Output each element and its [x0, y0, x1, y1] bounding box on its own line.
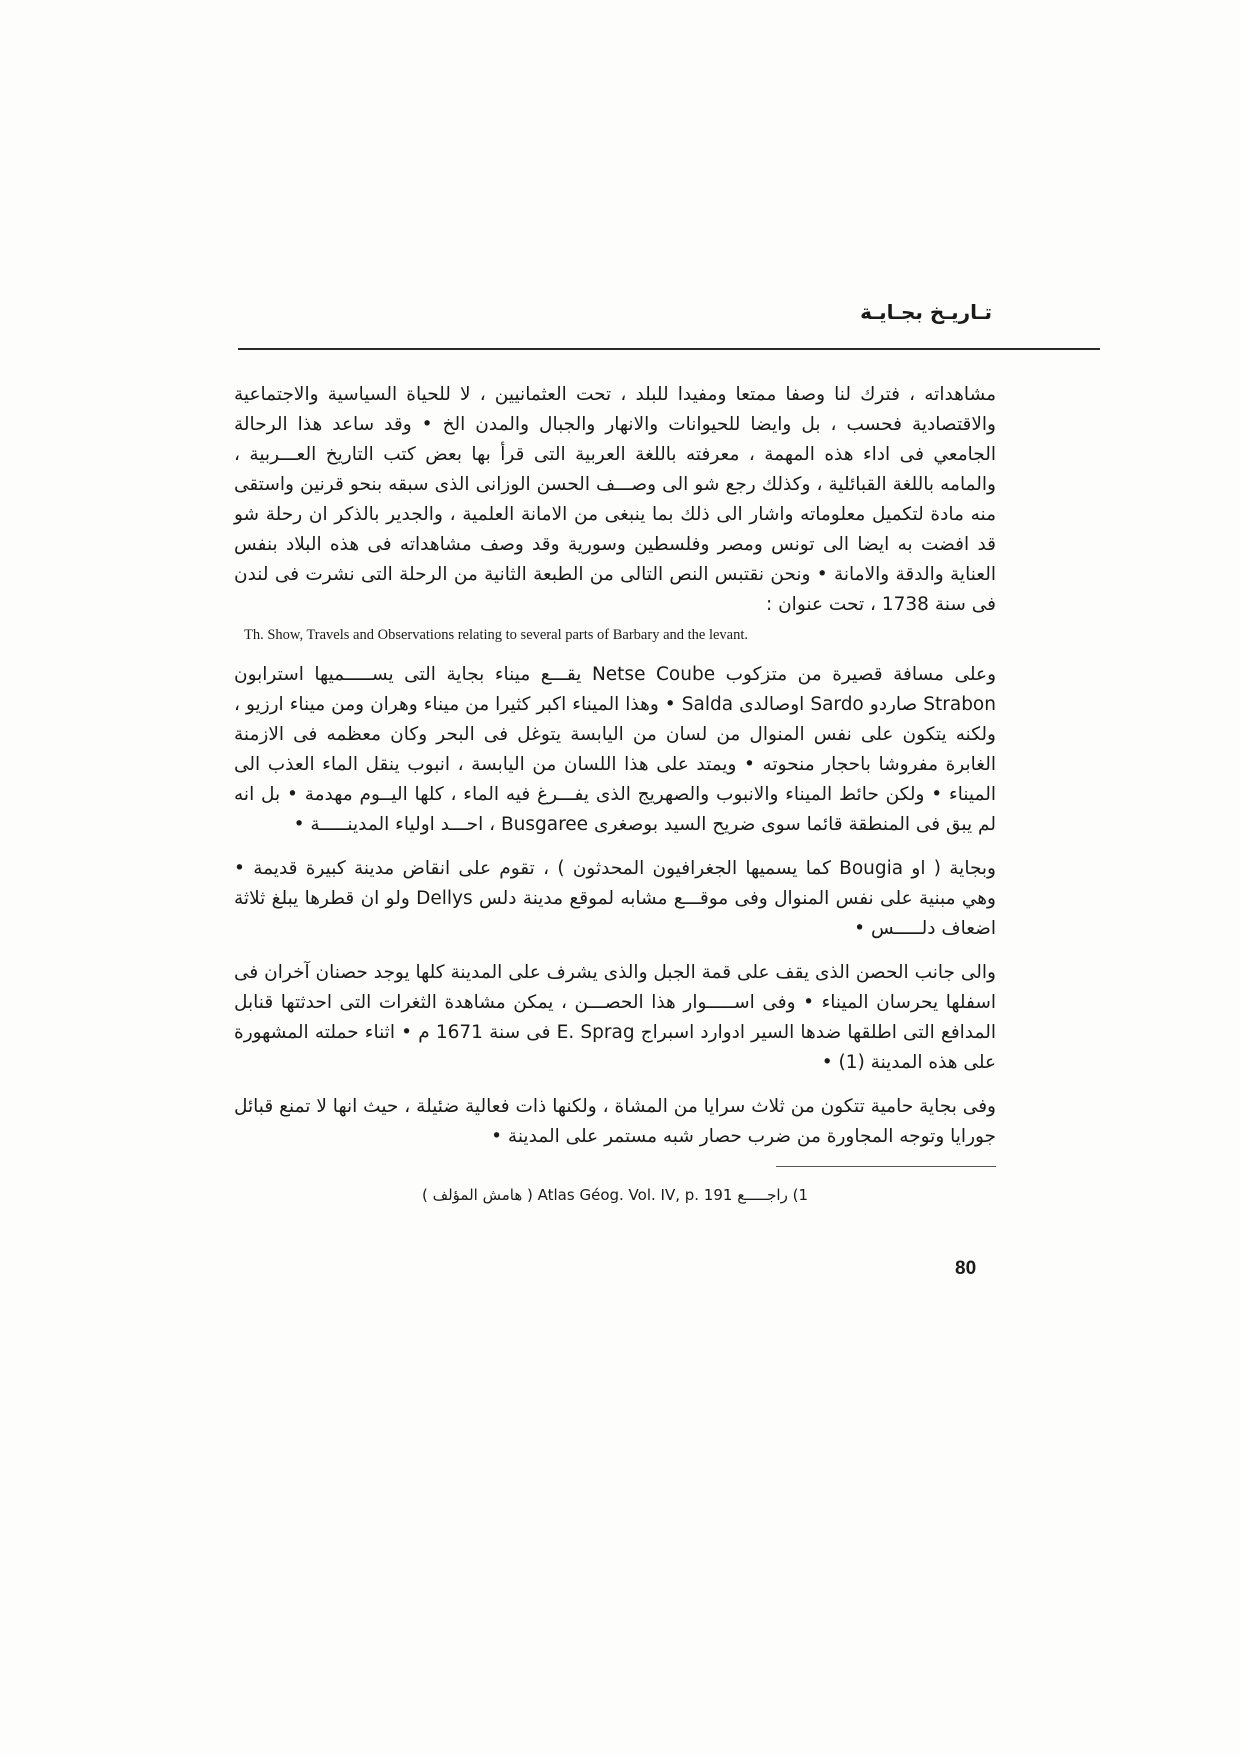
page-number: 80 [955, 1258, 977, 1279]
paragraph-5: وفى بجاية حامية تتكون من ثلاث سرايا من المشاة ، ولكنها ذات فعالية ضئيلة ، حيث انها لا تمنع قبائل جورايا وتوجه المجاورة من ضرب حصار شبه مستمر على المدينة • [234, 1096, 996, 1147]
footnote: 1) راجـــــع Atlas Géog. Vol. IV, p. 191 ( هامش المؤلف ) [421, 1186, 809, 1204]
paragraph-2: وعلى مسافة قصيرة من متزكوب Netse Coube يقـــع ميناء بجاية التى يســـــميها استرابون Strabon صاردو Sardo اوصالدى Salda • وهذا الميناء اكبر كثيرا من ميناء وهران ومن ميناء ارزيو ، ولكنه يتكون على نفس المنوال من لسان من اليابسة يتوغل فى البحر وكان معظمه فى الازمنة الغابرة مفروشا باحجار منحوته • ويمتد على هذا اللسان من اليابسة ، انبوب ينقل الماء العذب الى الميناء • ولكن حائط الميناء والانبوب والصهريج الذى يفـــرغ فيه الماء ، كلها اليــوم مهدمة • بل انه لم يبق فى المنطقة قائما سوى ضريح السيد بوصغرى Busgaree ، احـــد اولياء المدينـــــة • [234, 664, 996, 835]
footnote-rule [776, 1166, 996, 1167]
paragraph-1: مشاهداته ، فترك لنا وصفا ممتعا ومفيدا للبلد ، تحت العثمانيين ، لا للحياة السياسية والاجتماعية والاقتصادية فحسب ، بل وايضا للحيوانات والانهار والجبال والمدن الخ • وقد ساعد هذا الرحالة الجامعي فى اداء هذه المهمة ، معرفته باللغة العربية التى قرأ بها بعض كتب التاريخ العـــربية ، والمامه باللغة القبائلية ، وكذلك رجع شو الى وصـــف الحسن الوزانى الذى سبقه بنحو قرنين واستقى منه مادة لتكميل معلوماته واشار الى ذلك بما ينبغى من الامانة العلمية ، والجدير بالذكر ان رحلة شو قد افضت به ايضا الى تونس ومصر وفلسطين وسورية وقد وصف مشاهداته فى هذه البلاد بنفس العناية والدقة والامانة • ونحن نقتبس النص التالى من الطبعة الثانية من الرحلة التى نشرت فى لندن فى سنة 1738 ، تحت عنوان : [234, 384, 996, 615]
paragraph-3: وبجاية ( او Bougia كما يسميها الجغرافيون المحدثون ) ، تقوم على انقاض مدينة كبيرة قديمة • وهي مبنية على نفس المنوال وفى موقـــع مشابه لموقع مدينة دلس Dellys ولو ان قطرها يبلغ ثلاثة اضعاف دلـــــس • [234, 858, 996, 939]
header-rule [238, 348, 1100, 350]
main-text [234, 380, 996, 1207]
paragraph-4: والى جانب الحصن الذى يقف على قمة الجبل والذى يشرف على المدينة كلها يوجد حصنان آخران فى اسفلها يحرسان الميناء • وفى اســـــوار هذا الحصـــن ، يمكن مشاهدة الثغرات التى احدثتها قنابل المدافع التى اطلقها ضدها السير ادوارد اسبراج E. Sprag فى سنة 1671 م • اثناء حملته المشهورة على هذه المدينة (1) • [234, 962, 996, 1073]
latin-reference: Th. Show, Travels and Observations relating to several parts of Barbary and the levant. [244, 627, 749, 643]
running-header: تـاريـخ بجـايـة [860, 300, 992, 324]
